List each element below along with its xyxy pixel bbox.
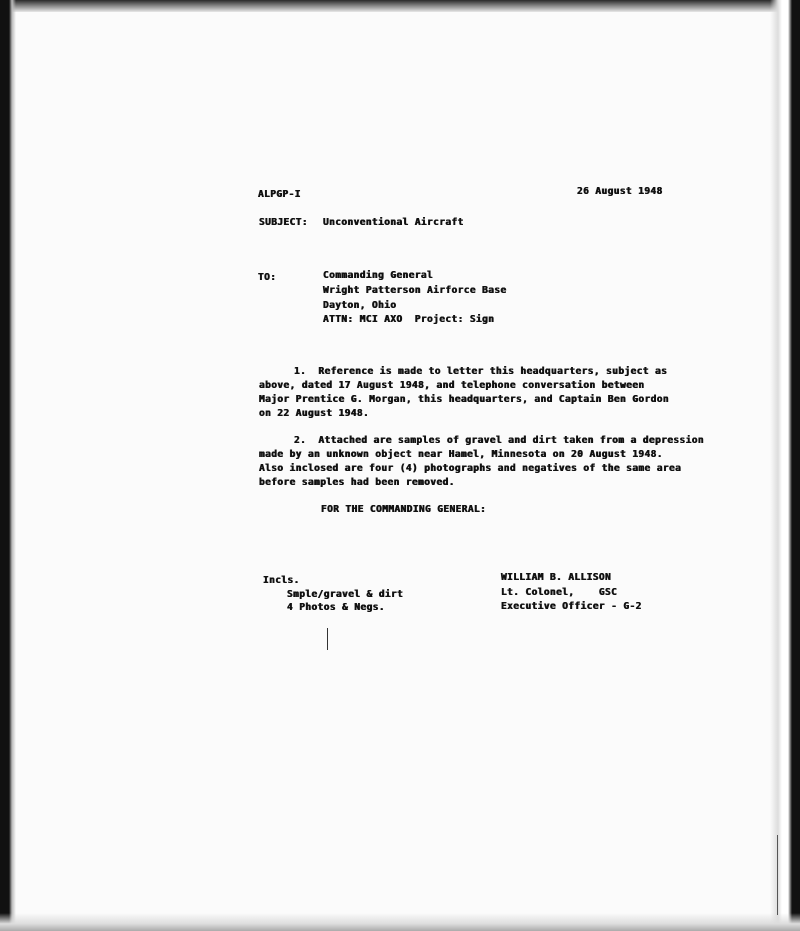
scan-edge-left [0, 0, 16, 931]
paragraph-1-line: on 22 August 1948. [259, 408, 370, 419]
enclosures-label: Incls. [263, 575, 300, 586]
paragraph-1-line: Major Prentice G. Morgan, this headquarters, and Captain Ben Gordon [259, 394, 670, 405]
paragraph-1-line: above, dated 17 August 1948, and telephone conversation between [259, 380, 645, 391]
office-symbol: ALPGP-I [258, 189, 301, 200]
recipient-line: Commanding General [323, 270, 434, 281]
scan-edge-bottom [0, 913, 800, 931]
paragraph-2-line: Also inclosed are four (4) photographs and negatives of the same area [259, 463, 682, 474]
enclosure-item: Smple/gravel & dirt [287, 589, 404, 600]
paragraph-1-line: 1. Reference is made to letter this headquarters, subject as [294, 366, 668, 377]
scan-edge-top [0, 0, 800, 12]
closing-line: FOR THE COMMANDING GENERAL: [321, 504, 487, 515]
signatory-title: Executive Officer - G-2 [501, 601, 642, 612]
scan-edge-right [770, 0, 800, 931]
scan-artifact-line [327, 628, 328, 650]
subject-label: SUBJECT: [259, 217, 308, 228]
paragraph-2-line: made by an unknown object near Hamel, Minnesota on 20 August 1948. [259, 449, 663, 460]
enclosure-item: 4 Photos & Negs. [287, 602, 385, 613]
recipient-line: Wright Patterson Airforce Base [323, 285, 507, 296]
signatory-rank: Lt. Colonel, GSC [501, 587, 618, 598]
recipient-line: ATTN: MCI AXO Project: Sign [323, 314, 495, 325]
paragraph-2-line: 2. Attached are samples of gravel and dirt taken from a depression [294, 435, 705, 446]
scan-artifact-line [777, 835, 778, 915]
paragraph-2-line: before samples had been removed. [259, 477, 455, 488]
document-date: 26 August 1948 [577, 186, 663, 197]
subject-text: Unconventional Aircraft [323, 217, 464, 228]
to-label: TO: [258, 272, 277, 283]
recipient-line: Dayton, Ohio [323, 300, 397, 311]
signatory-name: WILLIAM B. ALLISON [501, 572, 612, 583]
